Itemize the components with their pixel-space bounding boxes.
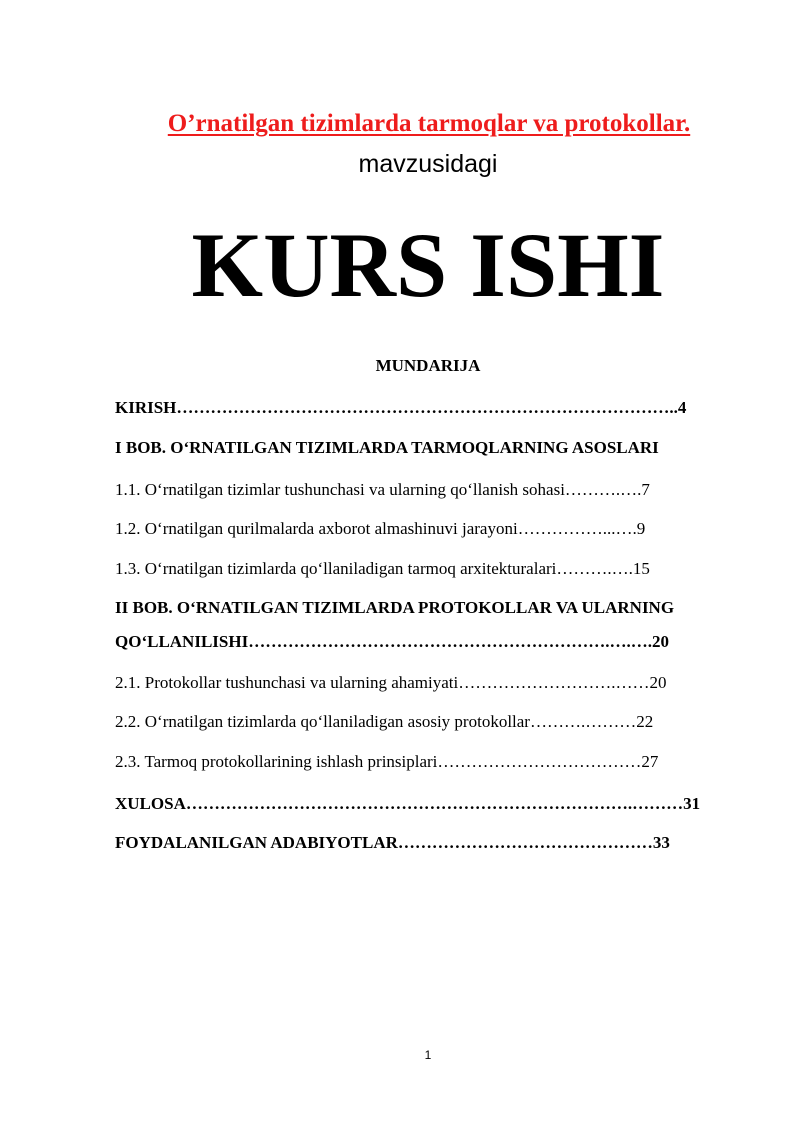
toc-entry-section-1-1: 1.1. O‘rnatilgan tizimlar tushunchasi va ularning qo‘llanish sohasi……….….7 bbox=[115, 480, 650, 499]
toc-entry-xulosa: XULOSA…………………………………………………………………….………31 bbox=[115, 794, 701, 813]
toc-entry-adabiyotlar: FOYDALANILGAN ADABIYOTLAR………………………………………33 bbox=[115, 833, 670, 852]
toc-entry-section-2-1: 2.1. Protokollar tushunchasi va ularning ahamiyati……………………….……20 bbox=[115, 673, 667, 692]
toc-entry-chapter-2-continued: QO‘LLANILISHI……………………………………………………….….….20 bbox=[115, 632, 669, 651]
toc-heading: MUNDARIJA bbox=[375, 356, 481, 375]
topic-title: O’rnatilgan tizimlarda tarmoqlar va protokollar. bbox=[167, 110, 691, 137]
toc-entry-kirish: KIRISH……………………………………………………………………………..4 bbox=[115, 398, 687, 417]
toc-entry-chapter-1: I BOB. O‘RNATILGAN TIZIMLARDA TARMOQLARNING ASOSLARI bbox=[115, 438, 659, 457]
toc-entry-section-1-2: 1.2. O‘rnatilgan qurilmalarda axborot almashinuvi jarayoni……………...….9 bbox=[115, 519, 646, 538]
toc-entry-section-2-3: 2.3. Tarmoq protokollarining ishlash prinsiplari………………………………27 bbox=[115, 752, 659, 771]
toc-entry-section-1-3: 1.3. O‘rnatilgan tizimlarda qo‘llaniladigan tarmoq arxitekturalari……….….15 bbox=[115, 559, 650, 578]
subtitle: mavzusidagi bbox=[358, 150, 498, 178]
toc-entry-section-2-2: 2.2. O‘rnatilgan tizimlarda qo‘llaniladigan asosiy protokollar……….………22 bbox=[115, 712, 654, 731]
toc-entry-chapter-2: II BOB. O‘RNATILGAN TIZIMLARDA PROTOKOLLAR VA ULARNING bbox=[115, 598, 675, 617]
main-title: KURS ISHI bbox=[191, 214, 665, 316]
page-number: 1 bbox=[424, 1048, 432, 1062]
